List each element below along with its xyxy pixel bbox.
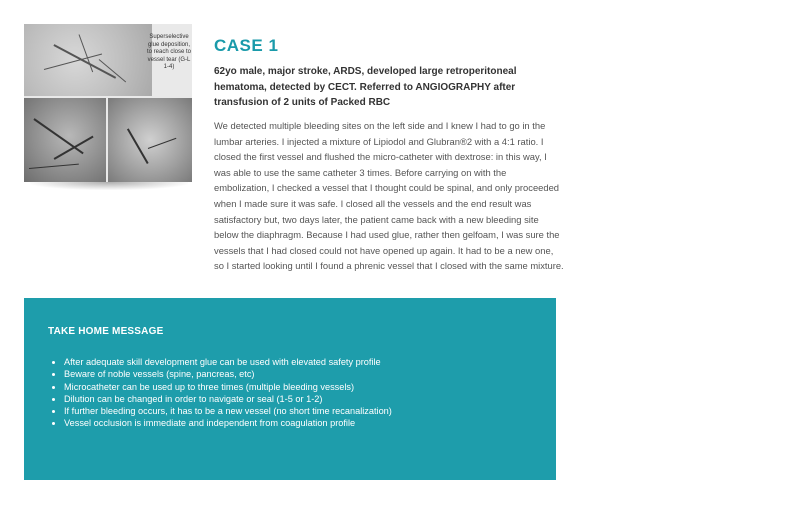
case-body-text: We detected multiple bleeding sites on the left side and I knew I had to go in the lumbar arteries. I injected a mixture of Lipiodol and Glubran®2 with a 4:1 ratio. I closed the first vessel and flushed the micro-catheter with dextrose: in this way, I was able to use the same catheter 3 times. Before carrying on with the embolization, I checked a vessel that I thought could be spinal, and only proceeded when I made sure it was safe. I closed all the vessels and the end result was satisfactory but, two days later, the patient came back with a new bleeding site below the diaphragm. Because I had used glue, rather then gelfoam, I was sure the vessels that I had closed could not have opened up again. It had to be a new one, so I started looking until I found a phrenic vessel that I closed with the same mixture. bbox=[214, 120, 564, 272]
list-item: • If further bleeding occurs, it has to be a new vessel (no short time recanalization) bbox=[64, 405, 392, 417]
angiography-figure bbox=[24, 24, 192, 182]
angiography-image-top bbox=[24, 24, 152, 96]
list-item: • After adequate skill development glue can be used with elevated safety profile bbox=[64, 356, 392, 368]
take-home-message-box bbox=[24, 298, 556, 480]
take-home-title: TAKE HOME MESSAGE bbox=[48, 326, 164, 337]
take-home-list bbox=[48, 356, 392, 430]
figure-shadow bbox=[30, 182, 188, 190]
angiography-image-bottom-right bbox=[108, 98, 192, 182]
case-summary: 62yo male, major stroke, ARDS, developed large retroperitoneal hematoma, detected by CECT. Referred to ANGIOGRAPHY after transfusion of 2 units of Packed RBC bbox=[214, 66, 517, 108]
figure-caption: Superselective glue deposition, to reach close to vessel tear (G-L 1-4) bbox=[146, 34, 192, 70]
list-item: • Vessel occlusion is immediate and independent from coagulation profile bbox=[64, 417, 392, 429]
list-item: • Microcatheter can be used up to three times (multiple bleeding vessels) bbox=[64, 381, 392, 393]
list-item: • Beware of noble vessels (spine, pancreas, etc) bbox=[64, 368, 392, 380]
list-item: • Dilution can be changed in order to navigate or seal (1-5 or 1-2) bbox=[64, 393, 392, 405]
angiography-image-bottom-left bbox=[24, 98, 106, 182]
case-title: CASE 1 bbox=[214, 36, 279, 55]
